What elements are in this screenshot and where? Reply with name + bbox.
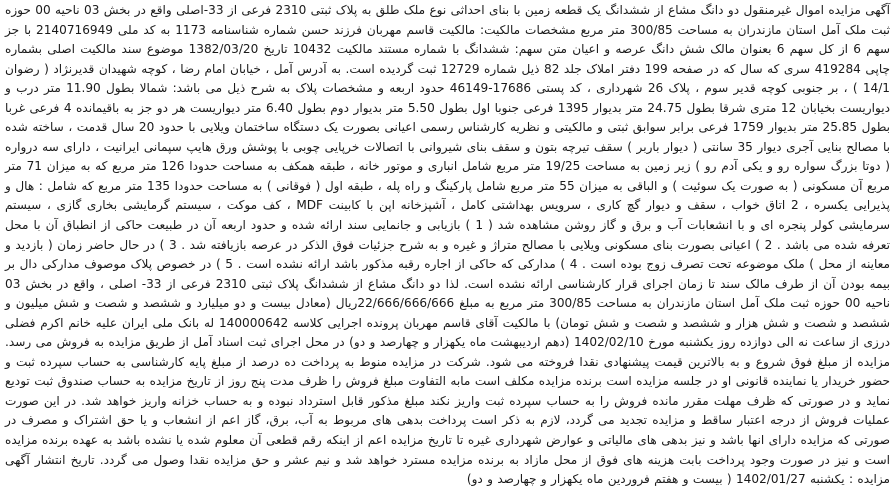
- auction-notice-text: آگهی مزایده اموال غیرمنقول دو دانگ مشاع از ششدانگ یک قطعه زمین با بنای احداثی نوع ملک طلق به پلاک ثبتی 2310 فرعی از 33-اصلی واقع در بخش 03 ناحیه 00 حوزه ثبت ملک آمل استان مازندران به مساحت 300/85 متر مربع مشخصات مالکیت: مالکیت قاسم مهربان فرزند حسن شماره شناسنامه 1173 به کد ملی 2140716949 با جز سهم 6 از کل سهم 6 بعنوان مالک شش دانگ عرصه و اعیان متن سهم: ششدانگ با شماره مستند مالکیت 10432 تاریخ 1382/03/20 موضوع سند مالکیت اصلی بشماره چاپی 419284 سری که سال که در صفحه 199 دفتر املاک جلد 82 ذیل شماره 12729 ثبت گردیده است. به آدرس آمل ، خیابان امام رضا ، کوچه شهیدان قدیرنژاد ( رضوان 14/1 ) ، بر جنوبی کوچه قدیر سوم ، پلاک 26 شهرداری ، کد پستی 17686-46149 حدود اربعه و مشخصات پلاک به شرح ذیل می باشد: شمالا بطول 11.90 متر درب و دیواریست بخیابان 12 متری شرقا بطول 24.75 متر بدیوار 1395 فرعی جنوبا اول بطول 5.50 متر بدیوار دوم بطول 6.40 متر دیواریست هر دو جز به باقیمانده 4 فرعی غربا بطول 25.85 متر بدیوار 1759 فرعی برابر سوابق ثبتی و مالکیتی و نظریه کارشناس رسمی اعیانی بصورت یک دستگاه ساختمان ویلایی با حدود 20 سال قدمت ، ساخته شده با مصالح بنایی آجری دیوار 35 سانتی ( دیوار باربر ) سقف تیرچه بتون و سقف بنای شیروانی با اتصالات خرپایی چوبی با پوشش ورق هایپ سپمانی ایرانیت ، دارای سه درواره ( دوتا بزرگ سواره رو و یکی آدم رو ) زیر زمین به مساحت 19/25 متر مربع شامل انباری و موتور خانه ، طبقه همکف به مساحت حدودا 126 متر مربع که به میزان 71 متر مربع آن مسکونی ( به صورت یک سوئیت ) و الباقی به میزان 55 متر مربع شامل پارکینگ و راه پله ، طبقه اول ( فوقانی ) به مساحت حدودا 135 متر مربع که شامل : هال و پذیرایی یکسره ، 2 اتاق خواب ، سقف و دیوار گچ کاری ، سرویس بهداشتی کامل ، آشپزخانه اپن با کابینت MDF ، کف موکت ، سیستم گرمایشی بخاری گازی ، سیستم سرمایشی کولر پنجره ای و با انشعابات آب و برق و گاز روشن مشاهده شد ( 1 ) بازیابی و جانمایی سند ارائه شده و حدود اربعه آن در طبیعت حاکی از انطباق آن با محل تعرفه شده می باشد . 2 ) اعیانی بصورت بنای مسکونی ویلایی با مصالح متراژ و غیره و به شرح جزئیات فوق الذکر در عرصه بازیافته شد . 3 ) در حال حاضر زمان ( بازدید و معاینه از محل ) ملک موضوعه تحت تصرف زوج بوده است . 4 ) مدارکی که حاکی از اجاره رقبه مذکور باشد ارائه نشده است . 5 ) در خصوص پلاک موصوف مدارکی دال بر بیمه بودن آن از طرف مالک سند تا زمان اجرای قرار کارشناسی ارائه نشده است. لذا دو دانگ مشاع از ششدانگ پلاک ثبتی 2310 فرعی از 33- اصلی ، واقع در بخش 03 ناحیه 00 حوزه ثبت ملک آمل استان مازندران به مساحت 300/85 متر مربع به مبلغ 22/666/666/666ریال (معادل بیست و دو میلیارد و ششصد و شصت و شش میلیون و ششصد و شصت و شش هزار و ششصد و شصت و شش تومان) با مالکیت آقای قاسم مهربان پرونده اجرایی کلاسه 140000642 له بانک ملی ایران علیه خانم اکرم فضلی درزی از ساعت نه الی دوازده روز یکشنبه مورخ 1402/02/10 (دهم اردیبهشت ماه یکهزار و چهارصد و دو) در محل اجرای ثبت اسناد آمل از طریق مزایده به فروش می رسد. مزایده از مبلغ فوق شروع و به بالاترین قیمت پیشنهادی نقدا فروخته می شود. شرکت در مزایده منوط به پرداخت ده درصد از مبلغ پایه کارشناسی به حساب سپرده ثبت و حضور خریدار یا نماینده قانونی او در جلسه مزایده است برنده مزایده مکلف است مابه التفاوت مبلغ فروش را ظرف مدت پنج روز از تاریخ مزایده به حساب صندوق ثبت تودیع نماید و در صورتی که ظرف مهلت مقرر مانده فروش را به حساب سپرده ثبت واریز نکند مبلغ مذکور قابل استرداد نبوده و به حساب خزانه واریز خواهد شد. در این صورت عملیات فروش از درجه اعتبار ساقط و مزایده تجدید می گردد، لازم به ذکر است پرداخت بدهی های مربوط به آب، برق، گاز اعم از انشعاب و یا حق اشتراک و مصرف در صورتی که مزایده دارای انها باشد و نیز بدهی های مالیاتی و عوارض شهرداری غیره تا تاریخ مزایده اعم از اینکه رقم قطعی آن معلوم شده یا نشده باشد به عهده برنده مزایده است و نیز در صورت وجود پرداخت بابت هزینه های فوق از محل مازاد به برنده مزایده مسترد خواهد شد و نیم عشر و حق مزایده نقدا وصول می گردد. تاریخ انتشار آگهی مزایده : یکشنبه 1402/01/27 ( بیست و هفتم فروردین ماه یکهزار و چهارصد و دو): [5, 3, 891, 487]
